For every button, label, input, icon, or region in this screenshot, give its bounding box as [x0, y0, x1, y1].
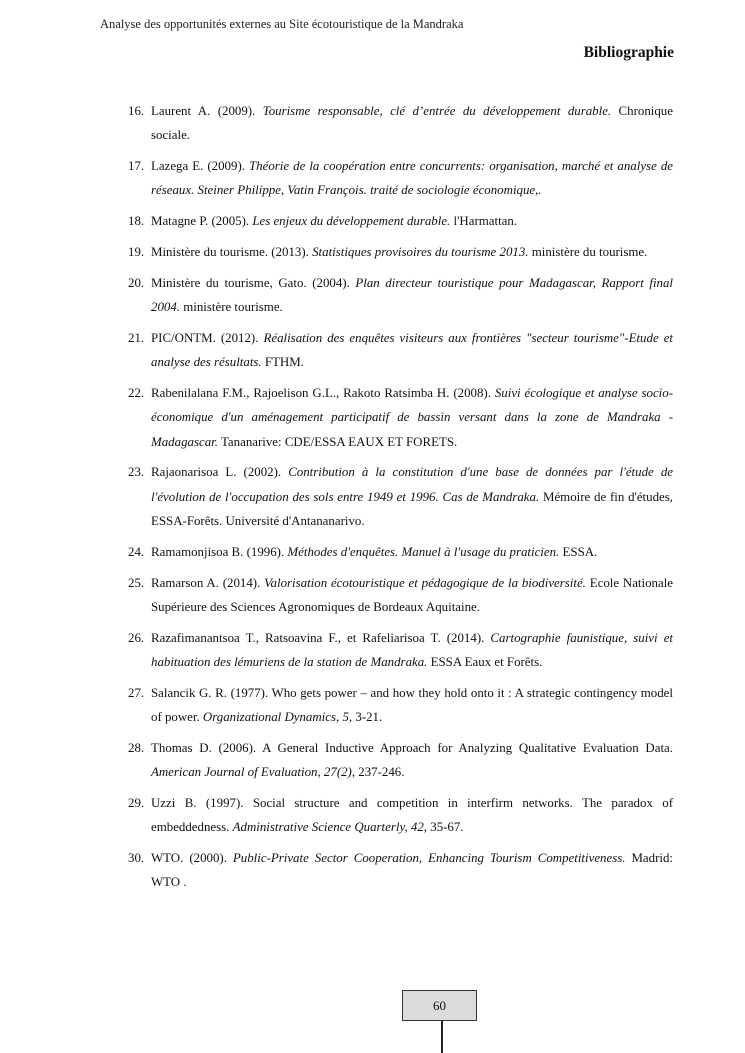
reference-text: Laurent A. (2009).	[151, 104, 263, 118]
reference-title: Plan directeur touristique pour Madagascar, Rapport final 2004.	[151, 275, 673, 315]
reference-text: Ramarson A. (2014).	[151, 575, 265, 590]
reference-text: , 3-21.	[348, 710, 383, 725]
reference-text: Ecole Nationale Supérieure des Sciences Agronomiques de Bordeaux Aquitaine.	[151, 575, 673, 614]
reference-title: American Journal of Evaluation, 27(2)	[151, 765, 352, 780]
reference-item	[128, 271, 673, 320]
reference-text: Mémoire de fin d'études, ESSA-Forêts. Université d'Antananarivo.	[151, 489, 673, 528]
reference-text: Ministère du tourisme. (2013).	[151, 244, 313, 259]
reference-item	[128, 736, 673, 785]
reference-number: 29.	[128, 795, 145, 810]
reference-number: 22.	[128, 385, 145, 400]
reference-number: 18.	[128, 214, 145, 229]
reference-item	[128, 326, 673, 375]
reference-text: Rajaonarisoa L. (2002).	[151, 465, 289, 480]
reference-item	[128, 626, 673, 675]
reference-title: Théorie de la coopération entre concurrents: organisation, marché et analyse de réseaux. Steiner Philippe, Vatin François. traité de sociologie économique,.	[151, 159, 673, 198]
reference-title: Méthodes d'enquêtes. Manuel à l'usage du praticien.	[287, 544, 560, 559]
reference-text: Ramamonjisoa B. (1996).	[151, 544, 288, 559]
reference-text: , 35-67.	[423, 820, 464, 835]
reference-text: WTO. (2000).	[151, 851, 233, 866]
reference-item	[128, 540, 673, 564]
reference-text: PIC/ONTM. (2012).	[151, 330, 264, 345]
reference-item	[128, 240, 673, 264]
reference-number: 20.	[128, 275, 145, 290]
reference-number: 27.	[128, 685, 145, 700]
reference-item	[128, 791, 673, 840]
reference-title: Valorisation écotouristique et pédagogique de la biodiversité.	[264, 575, 586, 590]
reference-text: Thomas D. (2006). A General Inductive Approach for Analyzing Qualitative Evaluation Data.	[151, 740, 673, 755]
reference-item	[128, 571, 673, 620]
reference-item	[128, 846, 673, 895]
reference-title: Réalisation des enquêtes visiteurs aux frontières "secteur tourisme"-Etude et analyse des résultats.	[151, 330, 673, 370]
reference-title: Administrative Science Quarterly, 42	[232, 820, 424, 835]
reference-text: ministère tourisme.	[180, 300, 283, 315]
section-title: Bibliographie	[583, 44, 674, 61]
reference-text: Ministère du tourisme, Gato. (2004).	[151, 275, 356, 290]
reference-title: Statistiques provisoires du tourisme 2013.	[312, 244, 529, 259]
reference-item	[128, 209, 673, 233]
reference-text: Razafimanantsoa T., Ratsoavina F., et Rafeliarisoa T. (2014).	[151, 630, 491, 645]
reference-text: Salancik G. R. (1977). Who gets power – and how they hold onto it : A strategic contingency model of power.	[151, 685, 673, 725]
reference-number: 21.	[128, 330, 145, 345]
reference-number: 25.	[128, 575, 145, 590]
page-number-connector-line	[441, 1021, 443, 1053]
reference-item	[128, 681, 673, 730]
reference-number: 26.	[128, 630, 145, 645]
reference-text: ESSA.	[559, 544, 598, 559]
reference-item	[128, 99, 673, 148]
reference-number: 19.	[128, 244, 145, 259]
reference-text: Matagne P. (2005).	[151, 214, 253, 229]
reference-number: 17.	[128, 159, 145, 174]
reference-text: Madrid: WTO .	[151, 851, 673, 890]
reference-text: ministère du tourisme.	[528, 244, 648, 259]
reference-text: Chronique sociale.	[151, 104, 673, 143]
reference-title: Public-Private Sector Cooperation, Enhancing Tourism Competitiveness.	[232, 851, 626, 866]
page-number: 60	[433, 998, 446, 1013]
bibliography-list	[128, 99, 673, 901]
reference-text: l'Harmattan.	[450, 214, 518, 229]
reference-title: Cartographie faunistique, suivi et habituation des lémuriens de la station de Mandraka.	[151, 630, 673, 669]
reference-title: Tourisme responsable, clé d’entrée du développement durable.	[262, 104, 612, 118]
page-number-box	[402, 990, 477, 1021]
reference-title: Contribution à la constitution d'une base de données par l'étude de l'évolution de l'occupation des sols entre 1949 et 1996. Cas de Mandraka.	[151, 465, 673, 504]
reference-text: , 237-246.	[351, 765, 405, 780]
reference-number: 24.	[128, 544, 145, 559]
reference-number: 23.	[128, 465, 145, 480]
reference-item	[128, 381, 673, 454]
reference-title: Suivi écologique et analyse socio-économique d'un aménagement participatif de bassin versant dans la zone de Mandraka - Madagascar.	[151, 385, 674, 449]
reference-title: Organizational Dynamics, 5	[202, 710, 349, 725]
reference-text: Tananarive: CDE/ESSA EAUX ET FORETS.	[217, 434, 458, 449]
reference-text: FTHM.	[261, 355, 304, 370]
reference-item	[128, 154, 673, 203]
reference-number: 28.	[128, 740, 145, 755]
reference-number: 30.	[128, 851, 145, 866]
reference-text: Rabenilalana F.M., Rajoelison G.L., Rakoto Ratsimba H. (2008).	[151, 385, 495, 400]
reference-title: Les enjeux du développement durable.	[252, 214, 451, 229]
reference-number: 16.	[128, 104, 145, 118]
reference-text: Uzzi B. (1997). Social structure and competition in interfirm networks. The paradox of embeddedness.	[151, 795, 673, 835]
running-header: Analyse des opportunités externes au Site écotouristique de la Mandraka	[100, 17, 464, 31]
reference-text: Lazega E. (2009).	[151, 159, 249, 174]
reference-text: ESSA Eaux et Forêts.	[427, 654, 543, 669]
reference-item	[128, 460, 673, 533]
